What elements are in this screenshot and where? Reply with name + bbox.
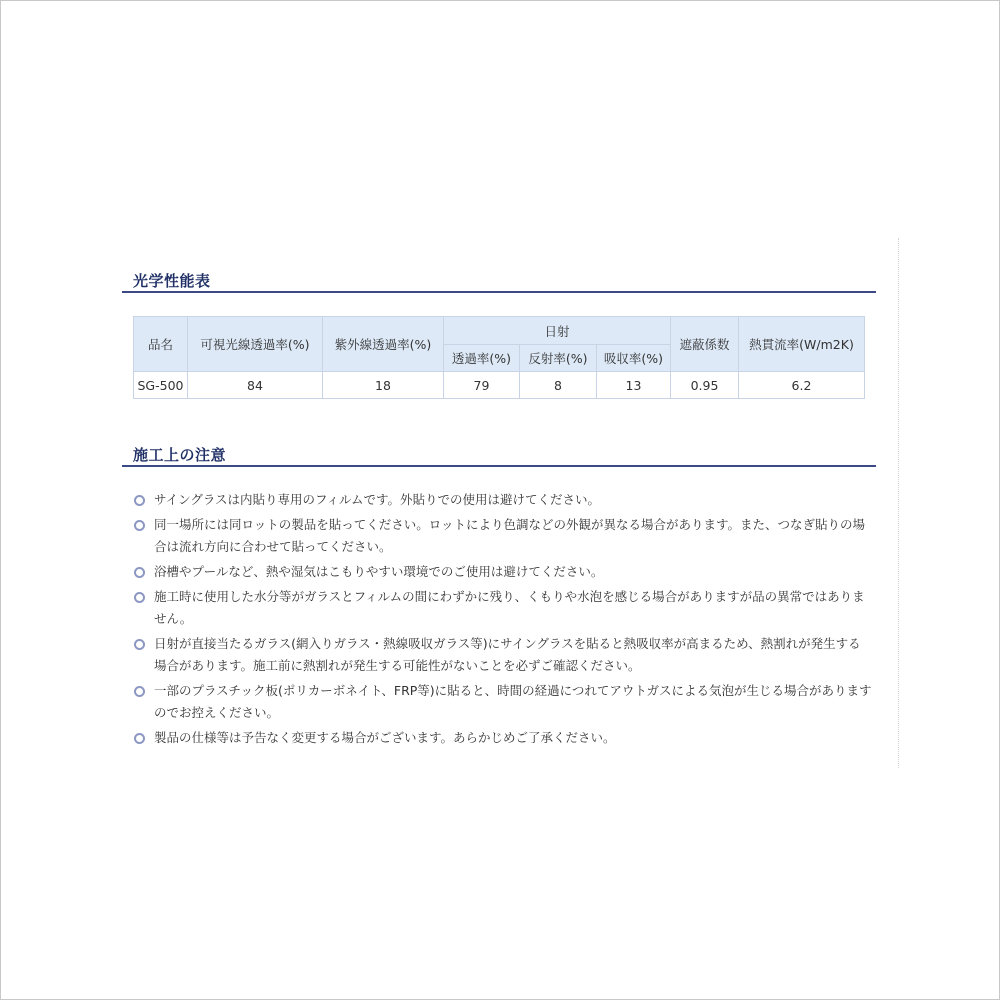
circle-bullet-icon (134, 567, 145, 578)
list-item (133, 586, 873, 630)
cell-solar-transmittance: 79 (444, 372, 520, 399)
circle-bullet-icon (134, 592, 145, 603)
optical-section-rule (122, 291, 876, 293)
header-solar-absorptance: 吸収率(%) (597, 345, 671, 372)
cell-solar-reflectance: 8 (520, 372, 597, 399)
notes-list (133, 489, 873, 752)
circle-bullet-icon (134, 495, 145, 506)
optical-performance-table (133, 316, 865, 399)
header-shading-coefficient: 遮蔽係数 (671, 317, 739, 372)
notes-section-title: 施工上の注意 (133, 446, 227, 464)
list-item (133, 514, 873, 558)
note-text: 施工時に使用した水分等がガラスとフィルムの間にわずかに残り、くもりや水泡を感じる場合がありますが品の異常ではありません。 (154, 589, 865, 626)
cell-visible-transmittance: 84 (188, 372, 323, 399)
cell-product: SG-500 (134, 372, 188, 399)
header-heat-transmission: 熱貫流率(W/m2K) (739, 317, 865, 372)
cell-solar-absorptance: 13 (597, 372, 671, 399)
header-solar: 日射 (444, 317, 671, 345)
cell-uv-transmittance: 18 (323, 372, 444, 399)
table-row (134, 372, 865, 399)
circle-bullet-icon (134, 639, 145, 650)
note-text: 同一場所には同ロットの製品を貼ってください。ロットにより色調などの外観が異なる場合があります。また、つなぎ貼りの場合は流れ方向に合わせて貼ってください。 (154, 517, 866, 554)
optical-section-title: 光学性能表 (133, 272, 211, 290)
note-text: 浴槽やプールなど、熱や湿気はこもりやすい環境でのご使用は避けてください。 (154, 564, 604, 579)
list-item (133, 561, 873, 583)
circle-bullet-icon (134, 520, 145, 531)
right-divider (898, 238, 899, 768)
list-item (133, 633, 873, 677)
header-solar-reflectance: 反射率(%) (520, 345, 597, 372)
notes-section-rule (122, 465, 876, 467)
circle-bullet-icon (134, 733, 145, 744)
list-item (133, 727, 873, 749)
note-text: 一部のプラスチック板(ポリカーボネイト、FRP等)に貼ると、時間の経過につれてアウトガスによる気泡が生じる場合がありますのでお控えください。 (154, 683, 872, 720)
list-item (133, 680, 873, 724)
note-text: 製品の仕様等は予告なく変更する場合がございます。あらかじめご了承ください。 (154, 730, 616, 745)
header-visible-transmittance: 可視光線透過率(%) (188, 317, 323, 372)
cell-heat-transmission: 6.2 (739, 372, 865, 399)
note-text: サイングラスは内貼り専用のフィルムです。外貼りでの使用は避けてください。 (154, 492, 601, 507)
cell-shading-coefficient: 0.95 (671, 372, 739, 399)
header-solar-transmittance: 透過率(%) (444, 345, 520, 372)
header-uv-transmittance: 紫外線透過率(%) (323, 317, 444, 372)
list-item (133, 489, 873, 511)
note-text: 日射が直接当たるガラス(網入りガラス・熱線吸収ガラス等)にサイングラスを貼ると熱吸収率が高まるため、熱割れが発生する場合があります。施工前に熱割れが発生する可能性がないことを必ずご確認ください。 (154, 636, 861, 673)
header-product: 品名 (134, 317, 188, 372)
circle-bullet-icon (134, 686, 145, 697)
table-header-row-1 (134, 317, 865, 345)
